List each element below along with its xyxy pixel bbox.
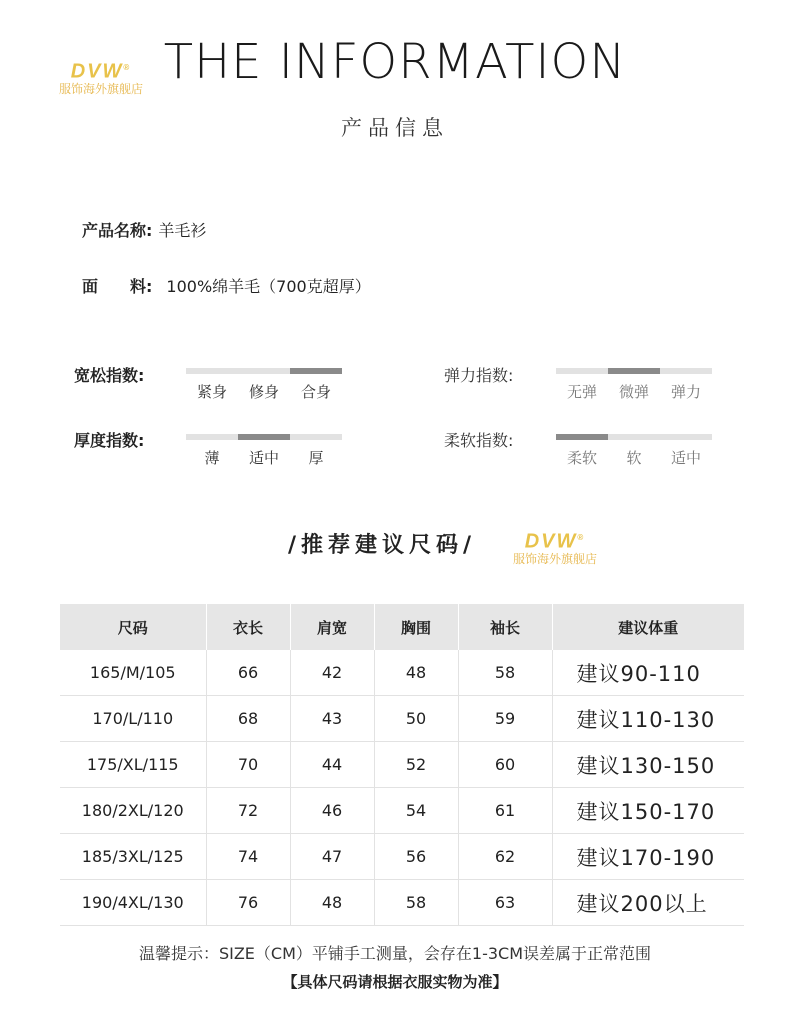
softness-label: 柔软指数:: [444, 431, 514, 450]
looseness-scale: [186, 368, 342, 374]
table-row: [60, 880, 744, 926]
looseness-options: [186, 383, 342, 401]
softness-scale: [556, 434, 712, 440]
material-label: 面 料:: [82, 277, 153, 296]
shoulder-cell: 47: [290, 834, 374, 880]
recommendation-title: /推荐建议尺码/: [288, 533, 477, 558]
elasticity-scale: [556, 368, 712, 374]
scale-segment: [290, 368, 342, 374]
table-row: [60, 650, 744, 696]
thickness-option: 薄: [204, 449, 220, 467]
scale-segment: [238, 434, 290, 440]
store-name: 服饰海外旗舰店: [58, 81, 143, 96]
page-title: THE INFORMATION: [163, 34, 627, 90]
table-row: [60, 696, 744, 742]
chest-cell: 50: [374, 696, 458, 742]
chest-cell: 54: [374, 788, 458, 834]
shoulder-cell: 48: [290, 880, 374, 926]
size-cell: 175/XL/115: [60, 742, 206, 788]
chest-cell: 56: [374, 834, 458, 880]
scale-segment: [608, 368, 660, 374]
size-cell: 185/3XL/125: [60, 834, 206, 880]
chest-cell: 58: [374, 880, 458, 926]
scale-segment: [186, 368, 238, 374]
looseness-option: 紧身: [196, 383, 227, 401]
softness-options: [556, 449, 712, 467]
size-table: [60, 604, 744, 926]
looseness-option: 合身: [300, 383, 331, 401]
size-cell: 190/4XL/130: [60, 880, 206, 926]
scale-segment: [556, 368, 608, 374]
scale-segment: [238, 368, 290, 374]
scale-segment: [186, 434, 238, 440]
elasticity-option: 无弹: [566, 383, 597, 401]
thickness-scale: [186, 434, 342, 440]
elasticity-option: 微弹: [618, 383, 649, 401]
product-name-value: 羊毛衫: [158, 221, 207, 240]
product-name-label: 产品名称:: [82, 221, 153, 240]
table-row: [60, 788, 744, 834]
table-row: [60, 834, 744, 880]
scale-segment: [660, 434, 712, 440]
shoulder-cell: 44: [290, 742, 374, 788]
sleeve-cell: 61: [458, 788, 552, 834]
column-header: 尺码: [60, 604, 206, 650]
product-name-row: [82, 221, 206, 241]
thickness-label: 厚度指数:: [74, 431, 145, 450]
column-header: 胸围: [374, 604, 458, 650]
page-subtitle: 产品信息: [341, 116, 449, 140]
sleeve-cell: 59: [458, 696, 552, 742]
softness-option: 适中: [670, 449, 701, 467]
size-cell: 170/L/110: [60, 696, 206, 742]
sleeve-cell: 62: [458, 834, 552, 880]
weight-cell: 建议170-190: [552, 834, 744, 880]
trademark: ®: [123, 63, 132, 72]
material-value: 100%绵羊毛（700克超厚）: [166, 277, 371, 296]
sleeve-cell: 60: [458, 742, 552, 788]
store-name: 服饰海外旗舰店: [512, 551, 597, 566]
shoulder-cell: 46: [290, 788, 374, 834]
length-cell: 76: [206, 880, 290, 926]
shoulder-cell: 43: [290, 696, 374, 742]
elasticity-option: 弹力: [670, 383, 701, 401]
brand-logo-secondary: [500, 528, 610, 566]
trademark: ®: [577, 533, 586, 542]
weight-cell: 建议150-170: [552, 788, 744, 834]
looseness-option: 修身: [248, 383, 279, 401]
length-cell: 68: [206, 696, 290, 742]
column-header: 建议体重: [552, 604, 744, 650]
disclaimer: 【具体尺码请根据衣服实物为准】: [282, 973, 508, 991]
logo-text: DVW: [70, 60, 124, 83]
softness-option: 柔软: [566, 449, 597, 467]
chest-cell: 48: [374, 650, 458, 696]
length-cell: 70: [206, 742, 290, 788]
column-header: 肩宽: [290, 604, 374, 650]
measurement-tip: 温馨提示：SIZE（CM）平铺手工测量，会存在1-3CM误差属于正常范围: [138, 944, 652, 963]
weight-cell: 建议110-130: [552, 696, 744, 742]
weight-cell: 建议130-150: [552, 742, 744, 788]
scale-segment: [556, 434, 608, 440]
softness-option: 软: [626, 449, 642, 467]
column-header: 袖长: [458, 604, 552, 650]
weight-cell: 建议200以上: [552, 880, 744, 926]
sleeve-cell: 63: [458, 880, 552, 926]
logo-text: DVW: [524, 530, 578, 553]
chest-cell: 52: [374, 742, 458, 788]
thickness-option: 厚: [308, 449, 324, 467]
weight-cell: 建议90-110: [552, 650, 744, 696]
thickness-option: 适中: [248, 449, 279, 467]
scale-segment: [608, 434, 660, 440]
elasticity-label: 弹力指数:: [444, 366, 514, 385]
size-cell: 165/M/105: [60, 650, 206, 696]
size-cell: 180/2XL/120: [60, 788, 206, 834]
sleeve-cell: 58: [458, 650, 552, 696]
table-row: [60, 742, 744, 788]
material-row: [82, 277, 371, 297]
table-header-row: [60, 604, 744, 650]
scale-segment: [290, 434, 342, 440]
looseness-label: 宽松指数:: [74, 366, 145, 385]
length-cell: 74: [206, 834, 290, 880]
length-cell: 66: [206, 650, 290, 696]
thickness-options: [186, 449, 342, 467]
scale-segment: [660, 368, 712, 374]
shoulder-cell: 42: [290, 650, 374, 696]
length-cell: 72: [206, 788, 290, 834]
elasticity-options: [556, 383, 712, 401]
column-header: 衣长: [206, 604, 290, 650]
